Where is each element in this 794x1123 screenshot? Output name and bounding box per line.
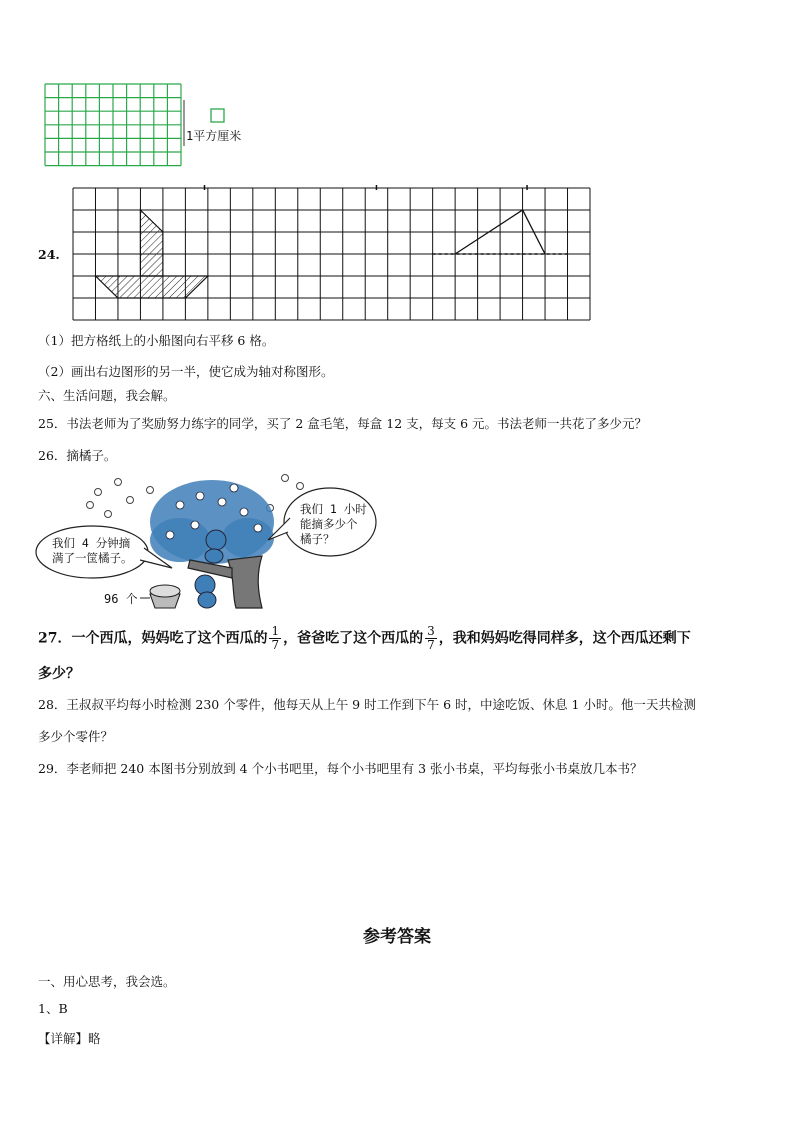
answer-detail: 【详解】略 <box>38 1031 101 1046</box>
q27-line2: 多少？ <box>38 666 80 682</box>
bubble-right <box>300 502 367 547</box>
q27-part2: ，爸爸吃了这个西瓜的 <box>283 630 424 647</box>
orange <box>176 501 184 509</box>
q28-line1: 28．王叔叔平均每小时检测 230 个零件，他每天从上午 9 时工作到下午 6 时，中途吃饭、休息 1 小时。他一天共检测 <box>38 697 696 712</box>
bubble-left-line1: 我们 4 分钟摘 <box>52 536 131 550</box>
decor-circle <box>297 483 304 490</box>
bubble-right-line1: 我们 1 小时 <box>300 502 367 516</box>
orange <box>166 531 174 539</box>
orange <box>218 498 226 506</box>
tree-trunk <box>228 556 262 608</box>
bubble-right-line3: 橘子？ <box>300 532 335 546</box>
q24-number: 24. <box>38 247 60 262</box>
orange <box>230 484 238 492</box>
frac1-den: 7 <box>271 638 280 652</box>
orange <box>191 521 199 529</box>
bubble-left <box>52 536 133 566</box>
orange <box>254 524 262 532</box>
decor-circle <box>282 475 289 482</box>
decor-circle <box>115 479 122 486</box>
frac1-num: 1 <box>271 624 280 638</box>
q24-sub1: （1）把方格纸上的小船图向右平移 6 格。 <box>38 333 275 348</box>
tree-canopy-left <box>150 518 210 562</box>
q27-line1 <box>38 625 691 652</box>
fraction-1-7 <box>269 625 281 652</box>
decor-circle <box>147 487 154 494</box>
q25-text: 25．书法老师为了奖励努力练字的同学，买了 2 盒毛笔，每盒 12 支，每支 6 元。书法老师一共花了多少元？ <box>38 416 648 431</box>
decor-circle <box>95 489 102 496</box>
orange <box>196 492 204 500</box>
decor-circle <box>105 511 112 518</box>
bubble-left-line2: 满了一筐橘子。 <box>52 551 133 565</box>
q28-line2: 多少个零件？ <box>38 729 114 744</box>
q29-text: 29．李老师把 240 本图书分别放到 4 个小书吧里，每个小书吧里有 3 张小书桌，平均每张小书桌放几本书？ <box>38 761 643 776</box>
basket-label: 96 个 <box>104 592 138 606</box>
section6-title: 六、生活问题，我会解。 <box>38 388 176 403</box>
answers-section1: 一、用心思考，我会选。 <box>38 974 176 989</box>
orange <box>240 508 248 516</box>
answers-title: 参考答案 <box>363 927 431 947</box>
basket-oranges <box>150 585 180 597</box>
q27-part3: ，我和妈妈吃得同样多，这个西瓜还剩下 <box>438 630 691 647</box>
frac2-num: 3 <box>427 624 435 638</box>
tree-canopy-right <box>222 518 274 558</box>
q27-part1: 27．一个西瓜，妈妈吃了这个西瓜的 <box>38 630 268 647</box>
square-cm-label: 1平方厘米 <box>186 129 242 143</box>
decor-circle <box>127 497 134 504</box>
monkey-ground-body <box>198 592 216 608</box>
answer-item1: 1、B <box>38 1001 68 1016</box>
monkey-top-head <box>206 530 226 550</box>
bubble-right-line2: 能摘多少个 <box>300 517 358 531</box>
frac2-den: 7 <box>427 638 435 652</box>
monkey-top-body <box>205 549 223 563</box>
decor-circle <box>87 502 94 509</box>
q26-text: 26．摘橘子。 <box>38 448 117 463</box>
q24-sub2: （2）画出右边图形的另一半，使它成为轴对称图形。 <box>38 364 334 379</box>
fraction-3-7 <box>425 625 437 652</box>
